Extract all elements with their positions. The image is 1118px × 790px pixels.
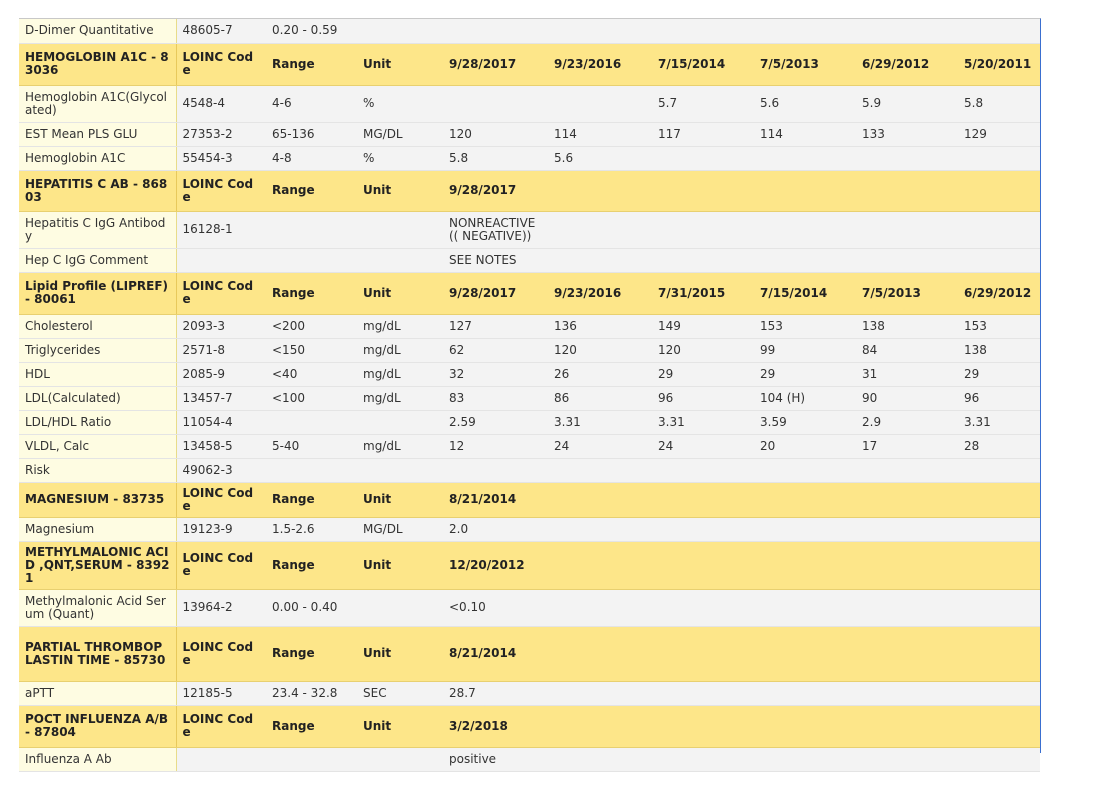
section-title: PARTIAL THROMBOPLASTIN TIME - 85730 [19,626,176,681]
column-header-loinc: LOINC Code [176,705,266,747]
result-value [856,211,958,248]
column-header-date [958,170,1040,211]
loinc-code: 2571-8 [176,338,266,362]
table-row [19,85,1040,122]
column-header-range: Range [266,482,357,517]
result-value: 120 [548,338,652,362]
result-value [443,19,548,43]
reference-range: <150 [266,338,357,362]
column-header-date [856,482,958,517]
column-header-unit: Unit [357,482,443,517]
reference-range: <100 [266,386,357,410]
result-value: 149 [652,314,754,338]
column-header-date [754,482,856,517]
loinc-code: 16128-1 [176,211,266,248]
column-header-date: 7/5/2013 [856,272,958,314]
unit [357,458,443,482]
test-name: Influenza A Ab [19,747,176,771]
reference-range: 65-136 [266,122,357,146]
result-value: 96 [958,386,1040,410]
result-value [856,19,958,43]
result-value: 5.8 [958,85,1040,122]
result-value [754,589,856,626]
result-value: 138 [856,314,958,338]
unit [357,410,443,434]
reference-range: 4-6 [266,85,357,122]
column-header-unit: Unit [357,170,443,211]
unit: % [357,85,443,122]
result-value: 117 [652,122,754,146]
result-value [754,211,856,248]
result-value [652,19,754,43]
column-header-date [652,170,754,211]
result-value: 5.7 [652,85,754,122]
result-value: 86 [548,386,652,410]
result-value: 5.6 [754,85,856,122]
loinc-code: 4548-4 [176,85,266,122]
column-header-range: Range [266,705,357,747]
reference-range [266,747,357,771]
section-title: MAGNESIUM - 83735 [19,482,176,517]
reference-range [266,410,357,434]
result-value [652,681,754,705]
column-header-date: 9/23/2016 [548,272,652,314]
test-name: D-Dimer Quantitative [19,19,176,43]
unit [357,19,443,43]
table-row [19,338,1040,362]
unit [357,248,443,272]
result-value: 133 [856,122,958,146]
result-value: 28.7 [443,681,548,705]
result-value: 120 [652,338,754,362]
result-value [548,85,652,122]
table-row [19,589,1040,626]
test-name: Magnesium [19,517,176,541]
result-value [856,589,958,626]
column-header-unit: Unit [357,272,443,314]
table-row [19,434,1040,458]
result-value [958,517,1040,541]
test-name: LDL/HDL Ratio [19,410,176,434]
test-name: VLDL, Calc [19,434,176,458]
reference-range: <200 [266,314,357,338]
lab-results-body [19,19,1040,771]
result-value: NONREACTIVE (( NEGATIVE)) [443,211,548,248]
section-header-row [19,626,1040,681]
result-value [548,211,652,248]
result-value: <0.10 [443,589,548,626]
result-value [548,248,652,272]
result-value: 104 (H) [754,386,856,410]
column-header-date [754,541,856,589]
test-name: HDL [19,362,176,386]
result-value: 32 [443,362,548,386]
column-header-range: Range [266,272,357,314]
column-header-loinc: LOINC Code [176,541,266,589]
result-value: 31 [856,362,958,386]
result-value [856,681,958,705]
result-value [856,248,958,272]
result-value [754,19,856,43]
result-value: 12 [443,434,548,458]
result-value [856,517,958,541]
column-header-range: Range [266,541,357,589]
result-value: 5.6 [548,146,652,170]
section-title: Lipid Profile (LIPREF) - 80061 [19,272,176,314]
reference-range: 0.20 - 0.59 [266,19,357,43]
result-value: 24 [652,434,754,458]
reference-range: 23.4 - 32.8 [266,681,357,705]
result-value: 138 [958,338,1040,362]
section-header-row [19,541,1040,589]
result-value [652,458,754,482]
column-header-date [856,541,958,589]
column-header-loinc: LOINC Code [176,482,266,517]
result-value: 2.9 [856,410,958,434]
table-row [19,314,1040,338]
section-title: HEPATITIS C AB - 86803 [19,170,176,211]
unit: mg/dL [357,362,443,386]
result-value: 62 [443,338,548,362]
column-header-unit: Unit [357,43,443,85]
result-value [754,747,856,771]
result-value: 3.31 [958,410,1040,434]
column-header-date [856,626,958,681]
reference-range: 1.5-2.6 [266,517,357,541]
table-row [19,362,1040,386]
column-header-date: 6/29/2012 [958,272,1040,314]
table-row [19,747,1040,771]
result-value [958,211,1040,248]
lab-results-panel [19,18,1041,766]
result-value [958,681,1040,705]
section-header-row [19,482,1040,517]
column-header-unit: Unit [357,705,443,747]
unit [357,747,443,771]
result-value [856,458,958,482]
test-name: Hemoglobin A1C(Glycolated) [19,85,176,122]
table-row [19,410,1040,434]
column-header-date: 7/15/2014 [754,272,856,314]
table-row [19,458,1040,482]
result-value [652,589,754,626]
column-header-date [958,626,1040,681]
result-value [548,458,652,482]
column-header-date [958,482,1040,517]
column-header-date [958,705,1040,747]
column-header-date [652,541,754,589]
result-value: 96 [652,386,754,410]
loinc-code: 49062-3 [176,458,266,482]
table-row [19,517,1040,541]
result-value [958,19,1040,43]
result-value: 28 [958,434,1040,458]
column-header-date: 7/15/2014 [652,43,754,85]
unit [357,211,443,248]
result-value [754,517,856,541]
result-value [652,211,754,248]
section-header-row [19,43,1040,85]
loinc-code: 55454-3 [176,146,266,170]
result-value [754,458,856,482]
result-value: 5.9 [856,85,958,122]
result-value [754,248,856,272]
column-header-date: 12/20/2012 [443,541,548,589]
result-value: 114 [548,122,652,146]
result-value [958,589,1040,626]
result-value: 3.59 [754,410,856,434]
unit: MG/DL [357,122,443,146]
reference-range: 0.00 - 0.40 [266,589,357,626]
unit: mg/dL [357,434,443,458]
column-header-date [652,482,754,517]
test-name: Hep C IgG Comment [19,248,176,272]
result-value: 26 [548,362,652,386]
column-header-loinc: LOINC Code [176,272,266,314]
column-header-range: Range [266,43,357,85]
unit: mg/dL [357,314,443,338]
section-title: POCT INFLUENZA A/B - 87804 [19,705,176,747]
column-header-date: 7/5/2013 [754,43,856,85]
test-name: LDL(Calculated) [19,386,176,410]
column-header-date: 8/21/2014 [443,482,548,517]
table-row [19,122,1040,146]
column-header-date [754,626,856,681]
result-value: 114 [754,122,856,146]
reference-range: <40 [266,362,357,386]
result-value: 2.59 [443,410,548,434]
column-header-date: 3/2/2018 [443,705,548,747]
result-value: 24 [548,434,652,458]
result-value [754,681,856,705]
column-header-date [548,626,652,681]
result-value [652,248,754,272]
result-value [958,458,1040,482]
loinc-code: 13964-2 [176,589,266,626]
loinc-code: 12185-5 [176,681,266,705]
loinc-code: 13457-7 [176,386,266,410]
result-value: 29 [958,362,1040,386]
result-value: 29 [754,362,856,386]
result-value [443,458,548,482]
loinc-code [176,747,266,771]
column-header-unit: Unit [357,541,443,589]
unit: MG/DL [357,517,443,541]
result-value [548,747,652,771]
result-value [856,146,958,170]
test-name: Methylmalonic Acid Serum (Quant) [19,589,176,626]
result-value [754,146,856,170]
column-header-unit: Unit [357,626,443,681]
result-value [856,747,958,771]
result-value [652,146,754,170]
test-name: aPTT [19,681,176,705]
column-header-loinc: LOINC Code [176,626,266,681]
table-row [19,386,1040,410]
test-name: Hemoglobin A1C [19,146,176,170]
result-value [548,681,652,705]
unit: mg/dL [357,386,443,410]
column-header-date [754,170,856,211]
section-header-row [19,170,1040,211]
reference-range [266,211,357,248]
reference-range [266,248,357,272]
column-header-date [548,705,652,747]
column-header-loinc: LOINC Code [176,170,266,211]
lab-results-table [19,19,1040,772]
result-value: 120 [443,122,548,146]
loinc-code [176,248,266,272]
loinc-code: 13458-5 [176,434,266,458]
result-value: 2.0 [443,517,548,541]
column-header-date [958,541,1040,589]
column-header-date [652,626,754,681]
result-value: SEE NOTES [443,248,548,272]
result-value: positive [443,747,548,771]
result-value: 20 [754,434,856,458]
unit: mg/dL [357,338,443,362]
result-value: 3.31 [548,410,652,434]
column-header-date [754,705,856,747]
column-header-date: 5/20/2011 [958,43,1040,85]
column-header-date: 9/28/2017 [443,43,548,85]
reference-range: 5-40 [266,434,357,458]
result-value [548,589,652,626]
result-value: 153 [754,314,856,338]
result-value [548,19,652,43]
loinc-code: 19123-9 [176,517,266,541]
table-row [19,248,1040,272]
result-value: 153 [958,314,1040,338]
table-row [19,681,1040,705]
column-header-date: 9/23/2016 [548,43,652,85]
result-value [652,517,754,541]
result-value [548,517,652,541]
test-name: EST Mean PLS GLU [19,122,176,146]
test-name: Triglycerides [19,338,176,362]
column-header-range: Range [266,170,357,211]
reference-range: 4-8 [266,146,357,170]
result-value: 90 [856,386,958,410]
result-value: 136 [548,314,652,338]
column-header-date: 8/21/2014 [443,626,548,681]
section-title: METHYLMALONIC ACID ,QNT,SERUM - 83921 [19,541,176,589]
result-value [958,248,1040,272]
result-value: 129 [958,122,1040,146]
loinc-code: 48605-7 [176,19,266,43]
loinc-code: 2093-3 [176,314,266,338]
column-header-date [856,705,958,747]
result-value: 84 [856,338,958,362]
reference-range [266,458,357,482]
result-value: 29 [652,362,754,386]
column-header-date [548,541,652,589]
result-value: 127 [443,314,548,338]
column-header-date [548,482,652,517]
column-header-date [856,170,958,211]
test-name: Hepatitis C IgG Antibody [19,211,176,248]
column-header-date [548,170,652,211]
table-row [19,146,1040,170]
test-name: Risk [19,458,176,482]
result-value: 5.8 [443,146,548,170]
column-header-loinc: LOINC Code [176,43,266,85]
loinc-code: 2085-9 [176,362,266,386]
result-value [652,747,754,771]
loinc-code: 11054-4 [176,410,266,434]
column-header-date: 7/31/2015 [652,272,754,314]
table-row [19,211,1040,248]
result-value: 17 [856,434,958,458]
column-header-range: Range [266,626,357,681]
column-header-date: 9/28/2017 [443,272,548,314]
unit: SEC [357,681,443,705]
table-row [19,19,1040,43]
unit [357,589,443,626]
column-header-date: 9/28/2017 [443,170,548,211]
section-header-row [19,272,1040,314]
test-name: Cholesterol [19,314,176,338]
result-value [958,146,1040,170]
result-value: 99 [754,338,856,362]
column-header-date [652,705,754,747]
result-value: 83 [443,386,548,410]
section-header-row [19,705,1040,747]
section-title: HEMOGLOBIN A1C - 83036 [19,43,176,85]
result-value [958,747,1040,771]
result-value: 3.31 [652,410,754,434]
result-value [443,85,548,122]
unit: % [357,146,443,170]
column-header-date: 6/29/2012 [856,43,958,85]
loinc-code: 27353-2 [176,122,266,146]
